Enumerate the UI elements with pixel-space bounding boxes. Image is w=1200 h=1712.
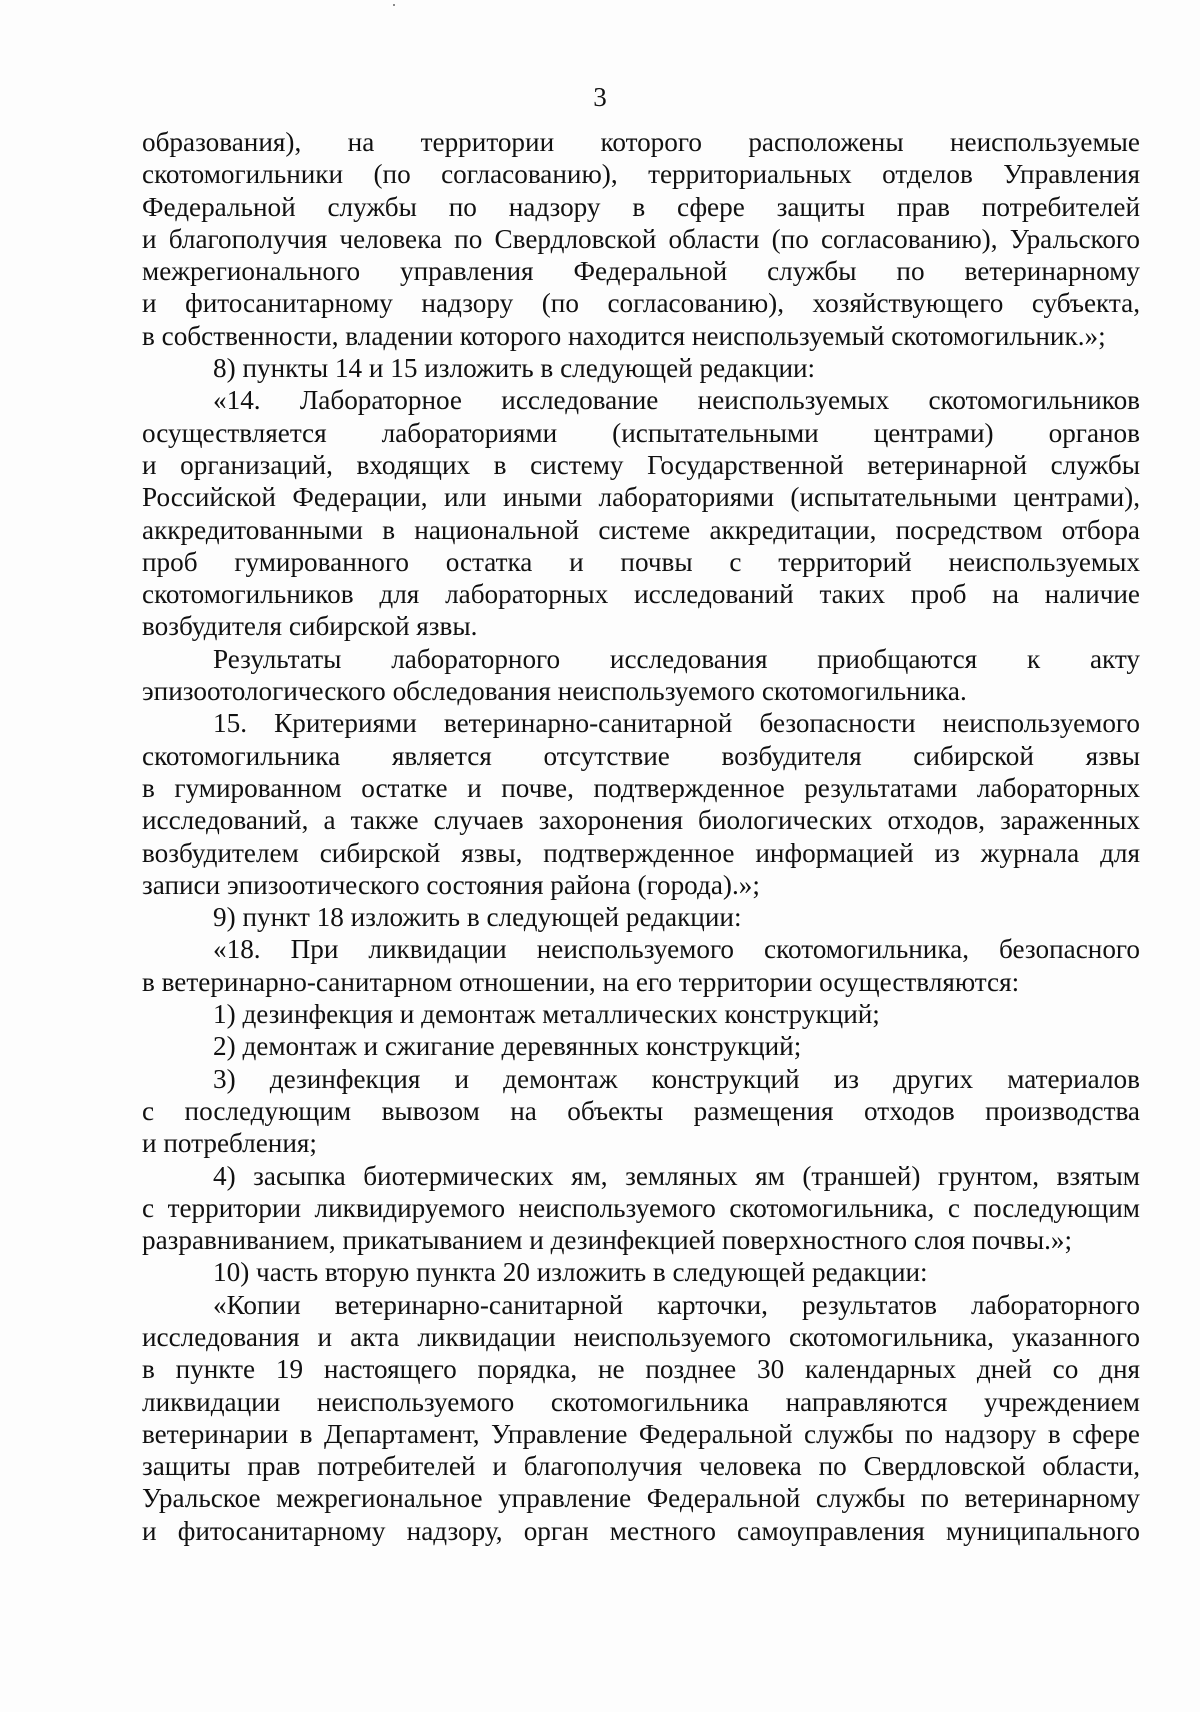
text-line: 2) демонтаж и сжигание деревянных конструкций; <box>213 1031 802 1062</box>
text-line: образования), на территории которого расположены неиспользуемые <box>142 127 1140 157</box>
text-line: возбудителем сибирской язвы, подтвержденное информацией из журнала для <box>142 837 1140 868</box>
text-line: проб гумированного остатка и почвы с территорий неиспользуемых <box>142 546 1140 577</box>
text-line: возбудителя сибирской язвы. <box>142 611 478 642</box>
text-line: скотомогильники (по согласованию), территориальных отделов Управления <box>142 159 1140 190</box>
scan-speck <box>393 4 395 6</box>
text-line: и потребления; <box>142 1128 317 1159</box>
text-line: и благополучия человека по Свердловской области (по согласованию), Уральского <box>142 223 1140 254</box>
page-number: 3 <box>593 82 607 112</box>
text-line: эпизоотологического обследования неиспользуемого скотомогильника. <box>142 676 967 707</box>
text-line: Федеральной службы по надзору в сфере защиты прав потребителей <box>142 191 1140 222</box>
text-line: ветеринарии в Департамент, Управление Федеральной службы по надзору в сфере <box>142 1418 1140 1449</box>
text-line: разравниванием, прикатыванием и дезинфекцией поверхностного слоя почвы.»; <box>142 1225 1073 1256</box>
text-line: скотомогильников для лабораторных исследований таких проб на наличие <box>142 579 1140 610</box>
text-line: 8) пункты 14 и 15 изложить в следующей редакции: <box>213 353 816 384</box>
text-line: в собственности, владении которого находится неиспользуемый скотомогильник.»; <box>142 320 1106 351</box>
text-line: осуществляется лабораториями (испытательными центрами) органов <box>142 417 1140 448</box>
text-line: и организаций, входящих в систему Государственной ветеринарной службы <box>142 449 1140 480</box>
text-line: в ветеринарно-санитарном отношении, на его территории осуществляются: <box>142 966 1020 997</box>
text-line: «Копии ветеринарно-санитарной карточки, результатов лабораторного <box>213 1289 1140 1320</box>
text-line: Результаты лабораторного исследования приобщаются к акту <box>213 643 1140 674</box>
document-body <box>142 126 1140 1547</box>
text-line: 9) пункт 18 изложить в следующей редакции: <box>213 902 742 933</box>
text-line: с последующим вывозом на объекты размещения отходов производства <box>142 1095 1140 1126</box>
text-line: с территории ликвидируемого неиспользуемого скотомогильника, с последующим <box>142 1192 1140 1223</box>
text-line: аккредитованными в национальной системе аккредитации, посредством отбора <box>142 514 1140 545</box>
text-line: в пункте 19 настоящего порядка, не позднее 30 календарных дней со дня <box>142 1354 1140 1385</box>
text-line: исследования и акта ликвидации неиспользуемого скотомогильника, указанного <box>142 1321 1140 1352</box>
text-line: межрегионального управления Федеральной службы по ветеринарному <box>142 256 1140 287</box>
text-line: 15. Критериями ветеринарно-санитарной безопасности неиспользуемого <box>213 708 1140 739</box>
text-line: Уральское межрегиональное управление Федеральной службы по ветеринарному <box>142 1483 1140 1514</box>
text-line: Российской Федерации, или иными лабораториями (испытательными центрами), <box>142 482 1140 513</box>
text-line: и фитосанитарному надзору, орган местного самоуправления муниципального <box>142 1515 1140 1546</box>
text-line: и фитосанитарному надзору (по согласованию), хозяйствующего субъекта, <box>142 288 1140 319</box>
text-line: 4) засыпка биотермических ям, земляных ям (траншей) грунтом, взятым <box>213 1160 1140 1191</box>
text-line: 1) дезинфекция и демонтаж металлических конструкций; <box>213 999 880 1030</box>
text-line: 10) часть вторую пункта 20 изложить в следующей редакции: <box>213 1257 928 1288</box>
text-line: записи эпизоотического состояния района (города).»; <box>142 869 760 900</box>
text-line: защиты прав потребителей и благополучия человека по Свердловской области, <box>142 1451 1140 1482</box>
text-line: исследований, а также случаев захоронения биологических отходов, зараженных <box>142 805 1140 836</box>
text-line: 3) дезинфекция и демонтаж конструкций из других материалов <box>213 1063 1140 1094</box>
text-line: «18. При ликвидации неиспользуемого скотомогильника, безопасного <box>213 934 1140 965</box>
text-line: в гумированном остатке и почве, подтвержденное результатами лабораторных <box>142 772 1140 803</box>
text-line: «14. Лабораторное исследование неиспользуемых скотомогильников <box>213 385 1140 416</box>
text-line: ликвидации неиспользуемого скотомогильника направляются учреждением <box>142 1386 1140 1417</box>
text-line: скотомогильника является отсутствие возбудителя сибирской язвы <box>142 740 1140 771</box>
